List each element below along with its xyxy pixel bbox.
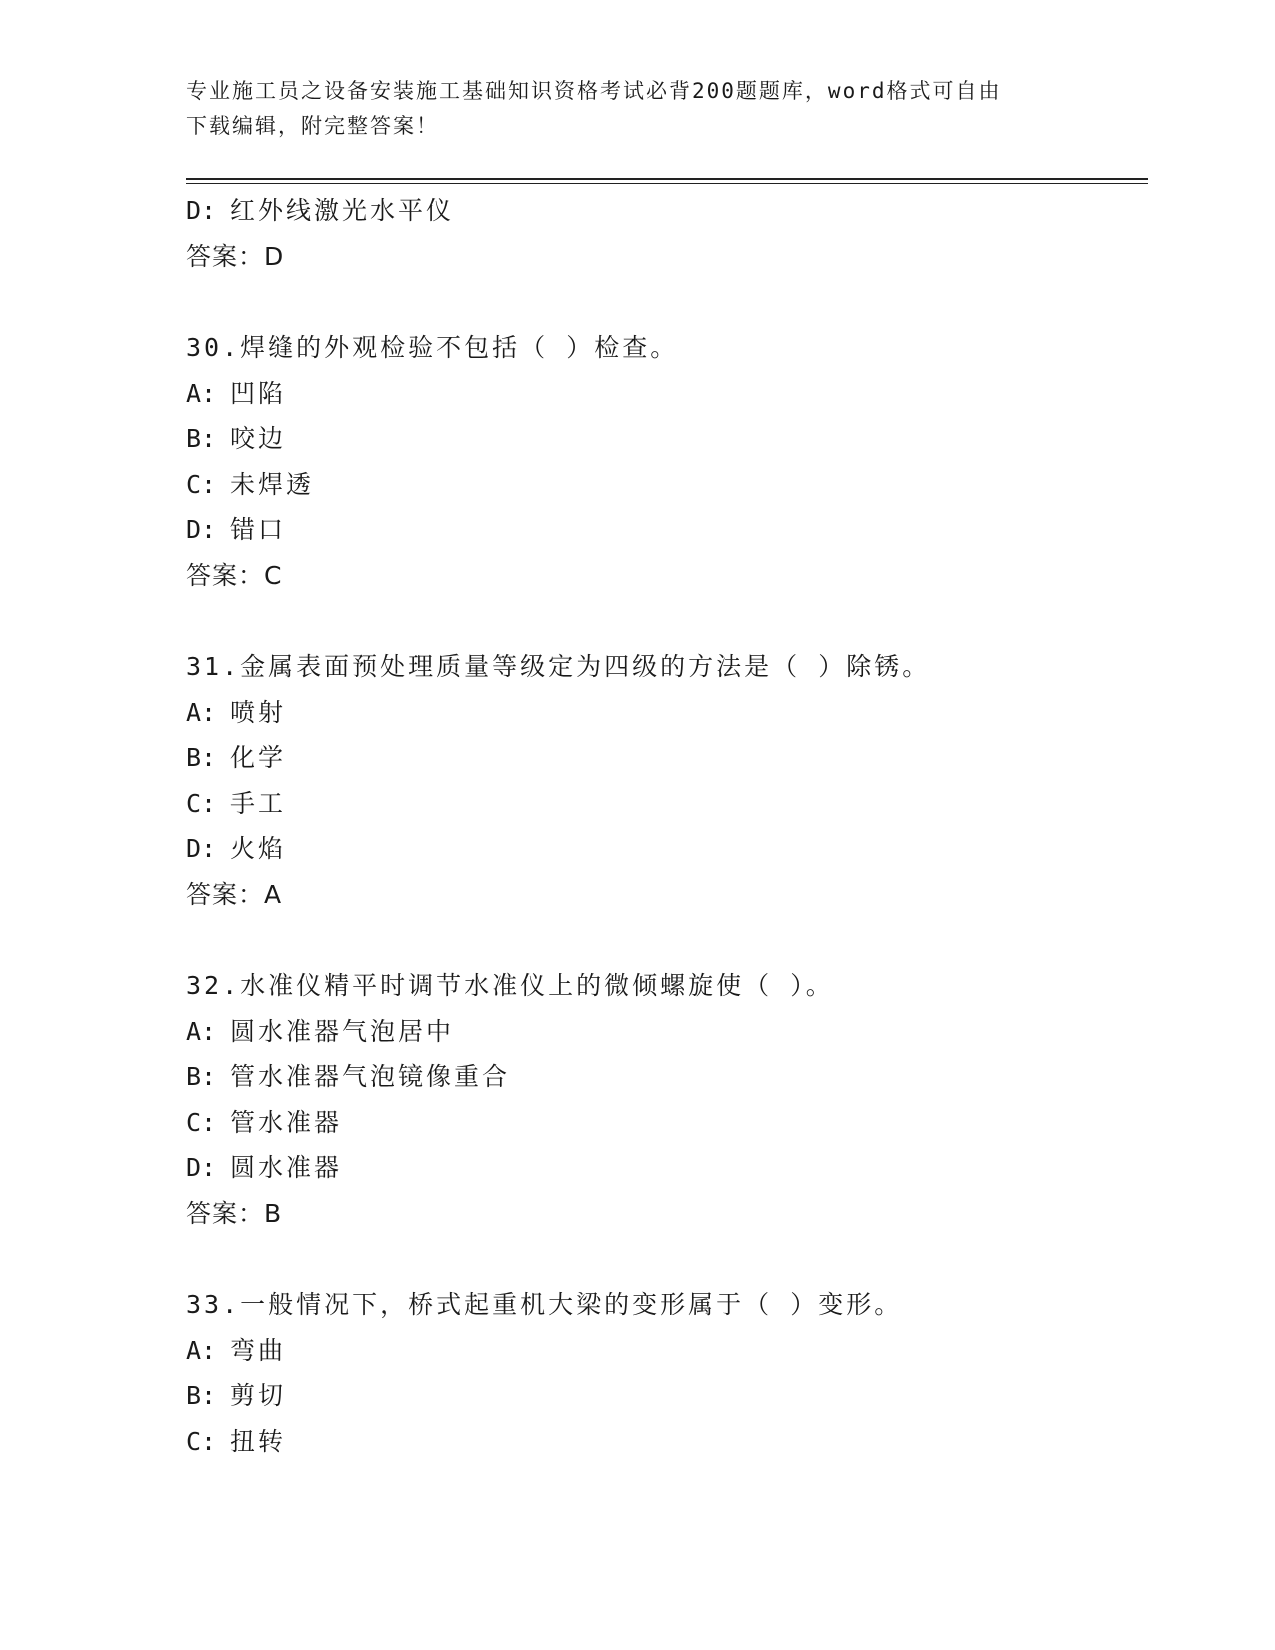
option-text: 火焰 (230, 834, 287, 863)
option-letter: A: (186, 697, 217, 727)
option-letter: D: (186, 1153, 217, 1182)
option-d (186, 826, 1146, 872)
option-b (186, 1054, 1146, 1100)
option-c (186, 1100, 1146, 1146)
option-text: 管水准器 (230, 1107, 343, 1137)
question-stem: 32.水准仪精平时调节水准仪上的微倾螺旋使（ ）。 (186, 971, 834, 1000)
option-letter: C: (186, 1107, 217, 1137)
option-d (186, 188, 1146, 234)
option-letter: B: (186, 1062, 217, 1091)
option-letter: D: (186, 834, 217, 863)
option-letter: A: (186, 378, 217, 408)
question-stem: 33.一般情况下，桥式起重机大梁的变形属于（ ）变形。 (186, 1290, 903, 1319)
option-b (186, 1373, 1146, 1419)
option-text: 红外线激光水平仪 (230, 196, 455, 225)
header-line-2: 下载编辑，附完整答案！ (186, 114, 439, 138)
question-stem: 30.焊缝的外观检验不包括（ ）检查。 (186, 333, 679, 362)
option-text: 圆水准器气泡居中 (230, 1016, 455, 1046)
spacer (186, 1236, 1146, 1282)
option-text: 未焊透 (230, 469, 315, 499)
option-text: 弯曲 (230, 1335, 287, 1365)
header-divider-thick (186, 178, 1148, 180)
spacer (186, 917, 1146, 963)
option-b (186, 416, 1146, 462)
option-c (186, 462, 1146, 508)
option-c (186, 781, 1146, 827)
document-header (186, 74, 1086, 144)
option-letter: A: (186, 1016, 217, 1046)
header-line-1: 专业施工员之设备安装施工基础知识资格考试必背200题题库，word格式可自由 (186, 79, 1002, 103)
option-letter: A: (186, 1335, 217, 1365)
spacer (186, 598, 1146, 644)
option-text: 扭转 (230, 1426, 287, 1456)
option-c (186, 1419, 1146, 1465)
option-letter: D: (186, 196, 217, 225)
option-letter: B: (186, 743, 217, 772)
option-text: 管水准器气泡镜像重合 (230, 1062, 511, 1091)
option-d (186, 507, 1146, 553)
option-text: 咬边 (230, 424, 287, 453)
option-a (186, 371, 1146, 417)
option-letter: C: (186, 1426, 217, 1456)
option-letter: C: (186, 788, 217, 818)
option-a (186, 1009, 1146, 1055)
option-text: 喷射 (230, 697, 287, 727)
answer-line: 答案：C (186, 560, 283, 590)
question-stem: 31.金属表面预处理质量等级定为四级的方法是（ ）除锈。 (186, 652, 931, 681)
answer-line: 答案：B (186, 1198, 283, 1228)
option-letter: B: (186, 424, 217, 453)
option-d (186, 1145, 1146, 1191)
option-b (186, 735, 1146, 781)
header-divider-thin (186, 183, 1148, 184)
option-a (186, 690, 1146, 736)
option-text: 圆水准器 (230, 1153, 343, 1182)
option-text: 化学 (230, 743, 287, 772)
answer-line: 答案：D (186, 241, 285, 271)
option-letter: D: (186, 515, 217, 544)
spacer (186, 279, 1146, 325)
option-text: 凹陷 (230, 378, 287, 408)
option-text: 剪切 (230, 1381, 287, 1410)
option-letter: C: (186, 469, 217, 499)
option-a (186, 1328, 1146, 1374)
answer-line: 答案：A (186, 879, 283, 909)
question-list (186, 188, 1146, 1464)
option-text: 错口 (230, 515, 287, 544)
option-text: 手工 (230, 788, 287, 818)
option-letter: B: (186, 1381, 217, 1410)
